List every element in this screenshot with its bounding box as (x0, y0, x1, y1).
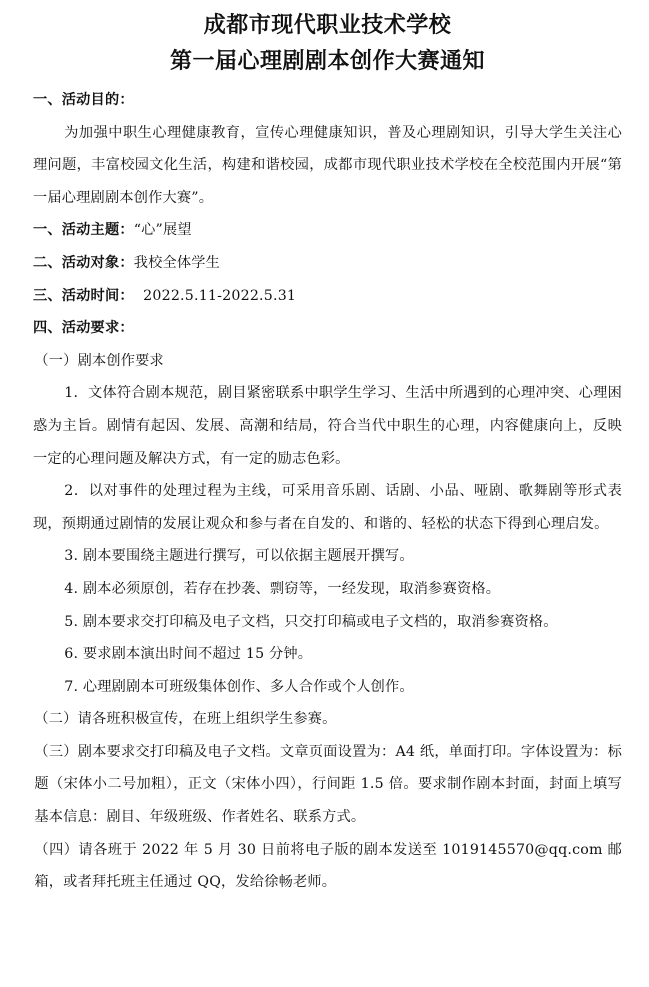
purpose-heading (33, 84, 622, 117)
requirement-item-7: 7. 心理剧剧本可班级集体创作、多人合作或个人创作。 (64, 678, 414, 695)
school-title: 成都市现代职业技术学校 (203, 13, 452, 38)
submission-section: （四）请各班于 2022 年 5 月 30 日前将电子版的剧本发送至 1019145570@qq.com 邮箱，或者拜托班主任通过 QQ，发给徐畅老师。 (34, 841, 622, 891)
notice-title: 第一届心理剧剧本创作大赛通知 (169, 49, 485, 74)
time-value: 2022.5.11-2022.5.31 (133, 287, 297, 304)
audience-heading: 二、活动对象： (33, 254, 134, 271)
purpose-heading-text: 一、活动目的： (33, 92, 134, 108)
time-line (33, 280, 622, 313)
requirements-heading (33, 312, 622, 345)
audience-value: 我校全体学生 (133, 254, 221, 271)
purpose-paragraph: 为加强中职生心理健康教育，宣传心理健康知识，普及心理剧知识，引导大学生关注心理问题，丰富校园文化生活，构建和谐校园，成都市现代职业技术学校在全校范围内开展“第一届心理剧剧本创作大赛”。 (33, 124, 622, 206)
theme-value: “心”展望 (133, 222, 192, 239)
publicity-section: （二）请各班积极宣传，在班上组织学生参赛。 (34, 711, 337, 728)
theme-line (33, 214, 622, 247)
format-section: （三）剧本要求交打印稿及电子文档。文章页面设置为：A4 纸，单面打印。字体设置为：标题（宋体小二号加粗），正文（宋体小四），行间距 1.5 倍。要求制作剧本封面，封面上填写基本信息：剧目、年级班级、作者姓名、联系方式。 (34, 743, 622, 826)
script-requirements-subheading: （一）剧本创作要求 (34, 352, 164, 369)
requirement-item-5: 5. 剧本要求交打印稿及电子文档，只交打印稿或电子文档的，取消参赛资格。 (64, 613, 558, 630)
requirement-item-6: 6. 要求剧本演出时间不超过 15 分钟。 (64, 646, 313, 663)
theme-heading: 一、活动主题： (33, 222, 134, 239)
time-heading: 三、活动时间： (33, 287, 134, 304)
requirements-heading-text: 四、活动要求： (33, 320, 134, 337)
requirement-item-4: 4. 剧本必须原创，若存在抄袭、剽窃等，一经发现，取消参赛资格。 (64, 580, 501, 597)
requirement-item-3: 3. 剧本要围绕主题进行撰写，可以依据主题展开撰写。 (64, 548, 414, 565)
requirement-item-1: 1．文体符合剧本规范，剧目紧密联系中职学生学习、生活中所遇到的心理冲突、心理困惑为主旨。剧情有起因、发展、高潮和结局，符合当代中职生的心理，内容健康向上，反映一定的心理问题及解决方式，有一定的励志色彩。 (33, 385, 622, 467)
audience-line (33, 247, 622, 280)
requirement-item-2: 2．以对事件的处理过程为主线，可采用音乐剧、话剧、小品、哑剧、歌舞剧等形式表现，预期通过剧情的发展让观众和参与者在自发的、和谐的、轻松的状态下得到心理启发。 (33, 483, 622, 532)
